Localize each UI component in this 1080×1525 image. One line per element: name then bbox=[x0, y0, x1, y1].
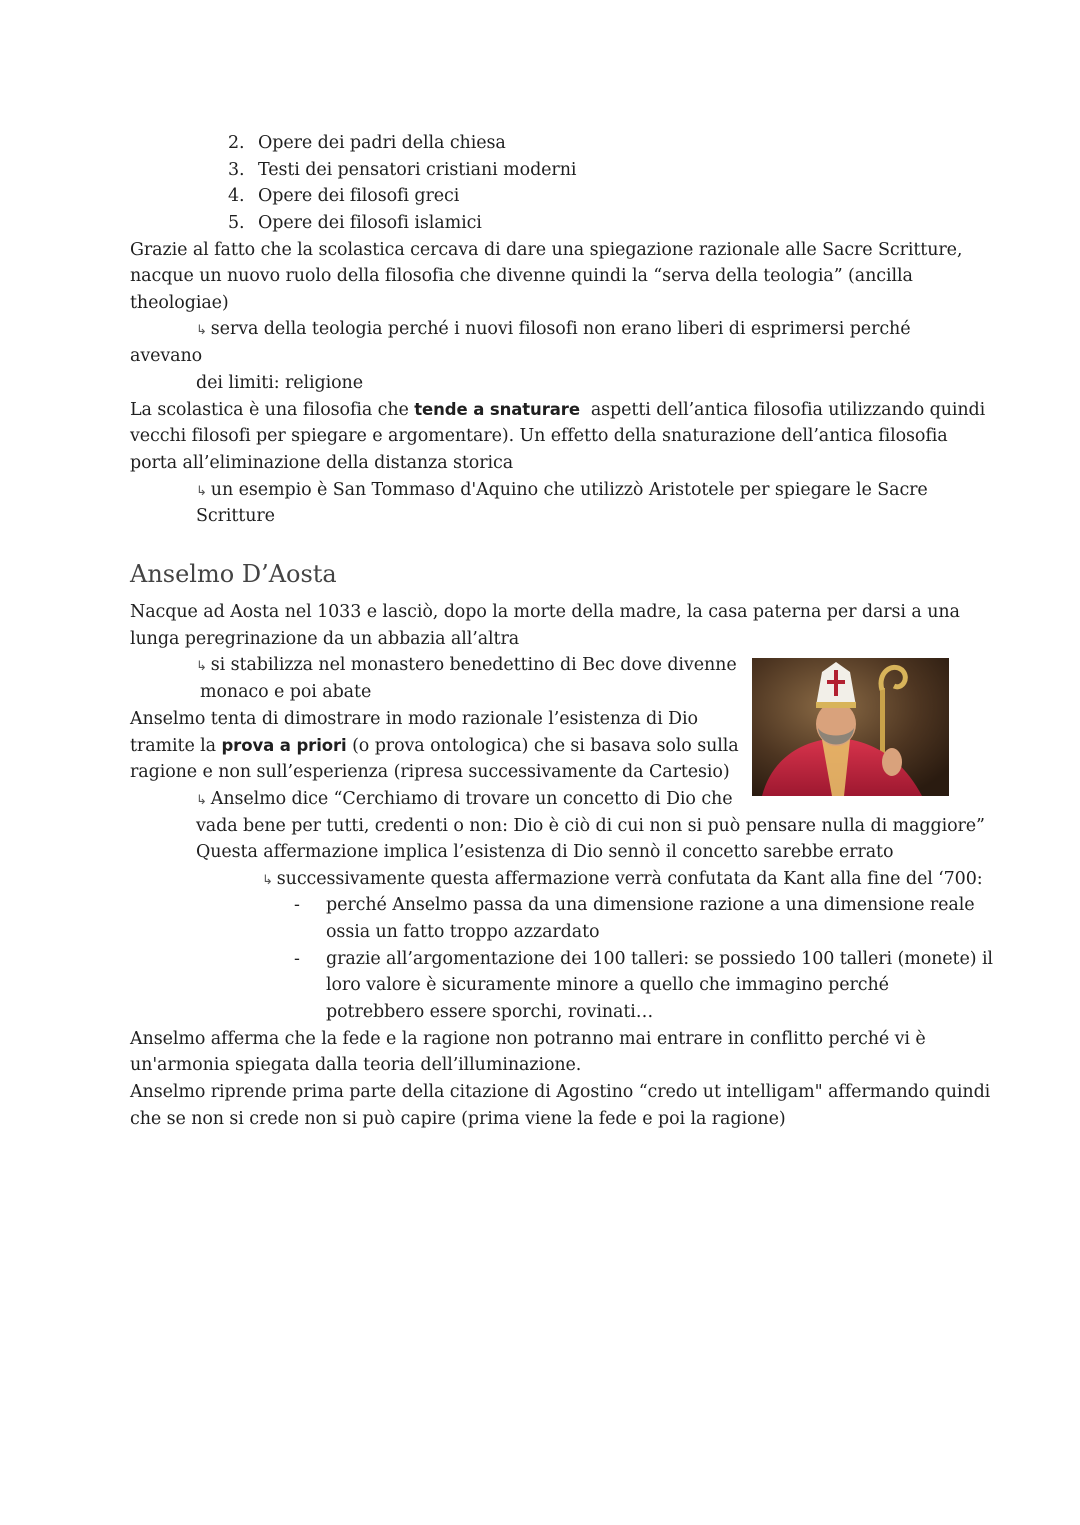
paragraph-line: lunga peregrinazione da un abbazia all’altra bbox=[130, 629, 520, 649]
paragraph-line: vada bene per tutti, credenti o non: Dio è ciò di cui non si può pensare nulla di maggiore” bbox=[196, 816, 985, 836]
paragraph-line: porta all’eliminazione della distanza storica bbox=[130, 453, 514, 473]
dash-item-line: grazie all’argomentazione dei 100 talleri: se possiedo 100 talleri (monete) il bbox=[326, 949, 993, 969]
paragraph-line: dei limiti: religione bbox=[196, 373, 363, 393]
arrow-note bbox=[196, 316, 910, 344]
paragraph-line: Anselmo afferma che la fede e la ragione non potranno mai entrare in conflitto perché vi è bbox=[130, 1029, 926, 1049]
paragraph-line: Anselmo riprende prima parte della citazione di Agostino “credo ut intelligam" affermando quindi bbox=[130, 1082, 991, 1102]
arrow-icon: ↳ bbox=[196, 484, 207, 499]
dash-item-line: potrebbero essere sporchi, rovinati… bbox=[326, 1002, 654, 1022]
text-run: La scolastica è una filosofia che bbox=[130, 400, 415, 420]
arrow-icon: ↳ bbox=[262, 873, 273, 888]
bold-term: prova a priori bbox=[221, 736, 347, 755]
arrow-icon: ↳ bbox=[196, 659, 207, 674]
paragraph-line: Anselmo tenta di dimostrare in modo razionale l’esistenza di Dio bbox=[130, 709, 698, 729]
paragraph-line: avevano bbox=[130, 346, 203, 366]
list-item bbox=[228, 130, 506, 156]
arrow-note bbox=[196, 652, 737, 680]
arrow-note bbox=[196, 786, 732, 814]
bold-term: tende a snaturare bbox=[414, 400, 580, 419]
paragraph-line: theologiae) bbox=[130, 293, 229, 313]
paragraph-line: monaco e poi abate bbox=[200, 682, 372, 702]
anselmo-portrait-image bbox=[752, 658, 949, 796]
list-number: 4. bbox=[228, 186, 245, 206]
arrow-note-text: un esempio è San Tommaso d'Aquino che utilizzò Aristotele per spiegare le Sacre bbox=[210, 480, 928, 500]
list-text: Testi dei pensatori cristiani moderni bbox=[258, 160, 577, 180]
text-run: aspetti dell’antica filosofia utilizzando quindi bbox=[579, 400, 986, 420]
paragraph-line: Scritture bbox=[196, 506, 275, 526]
paragraph-line: che se non si crede non si può capire (prima viene la fede e poi la ragione) bbox=[130, 1109, 786, 1129]
paragraph-line: vecchi filosofi per spiegare e argomentare). Un effetto della snaturazione dell’antica filosofia bbox=[130, 426, 948, 446]
paragraph-line: Nacque ad Aosta nel 1033 e lasciò, dopo la morte della madre, la casa paterna per darsi a una bbox=[130, 602, 960, 622]
list-item bbox=[228, 157, 576, 183]
paragraph-line: nacque un nuovo ruolo della filosofia che divenne quindi la “serva della teologia” (ancilla bbox=[130, 266, 913, 286]
paragraph-line: Questa affermazione implica l’esistenza di Dio sennò il concetto sarebbe errato bbox=[196, 842, 894, 862]
arrow-note bbox=[196, 477, 928, 505]
paragraph-line bbox=[130, 733, 739, 759]
paragraph-line: Grazie al fatto che la scolastica cercava di dare una spiegazione razionale alle Sacre Scritture, bbox=[130, 240, 963, 260]
list-item bbox=[228, 210, 482, 236]
arrow-note-text: Anselmo dice “Cerchiamo di trovare un concetto di Dio che bbox=[210, 789, 733, 809]
arrow-note-text: si stabilizza nel monastero benedettino di Bec dove divenne bbox=[210, 655, 737, 675]
arrow-note bbox=[262, 866, 983, 894]
arrow-note-text: serva della teologia perché i nuovi filosofi non erano liberi di esprimersi perché bbox=[210, 319, 911, 339]
list-text: Opere dei filosofi greci bbox=[258, 186, 460, 206]
text-run: (o prova ontologica) che si basava solo sulla bbox=[346, 736, 739, 756]
list-number: 3. bbox=[228, 160, 245, 180]
list-item bbox=[228, 183, 459, 209]
list-number: 2. bbox=[228, 133, 245, 153]
dash-item-line: loro valore è sicuramente minore a quello che immagino perché bbox=[326, 975, 889, 995]
section-heading: Anselmo D’Aosta bbox=[130, 560, 337, 588]
paragraph-line bbox=[130, 397, 985, 423]
text-run: tramite la bbox=[130, 736, 222, 756]
paragraph-line: ragione e non sull’esperienza (ripresa successivamente da Cartesio) bbox=[130, 762, 730, 782]
dash-bullet: - bbox=[294, 949, 300, 969]
arrow-icon: ↳ bbox=[196, 793, 207, 808]
arrow-note-text: successivamente questa affermazione verrà confutata da Kant alla fine del ‘700: bbox=[276, 869, 983, 889]
paragraph-line: un'armonia spiegata dalla teoria dell’illuminazione. bbox=[130, 1055, 582, 1075]
dash-item-line: ossia un fatto troppo azzardato bbox=[326, 922, 600, 942]
dash-bullet: - bbox=[294, 895, 300, 915]
portrait-illustration bbox=[752, 658, 949, 796]
dash-item-line: perché Anselmo passa da una dimensione razione a una dimensione reale bbox=[326, 895, 975, 915]
list-number: 5. bbox=[228, 213, 245, 233]
list-text: Opere dei padri della chiesa bbox=[258, 133, 506, 153]
list-text: Opere dei filosofi islamici bbox=[258, 213, 482, 233]
arrow-icon: ↳ bbox=[196, 323, 207, 338]
